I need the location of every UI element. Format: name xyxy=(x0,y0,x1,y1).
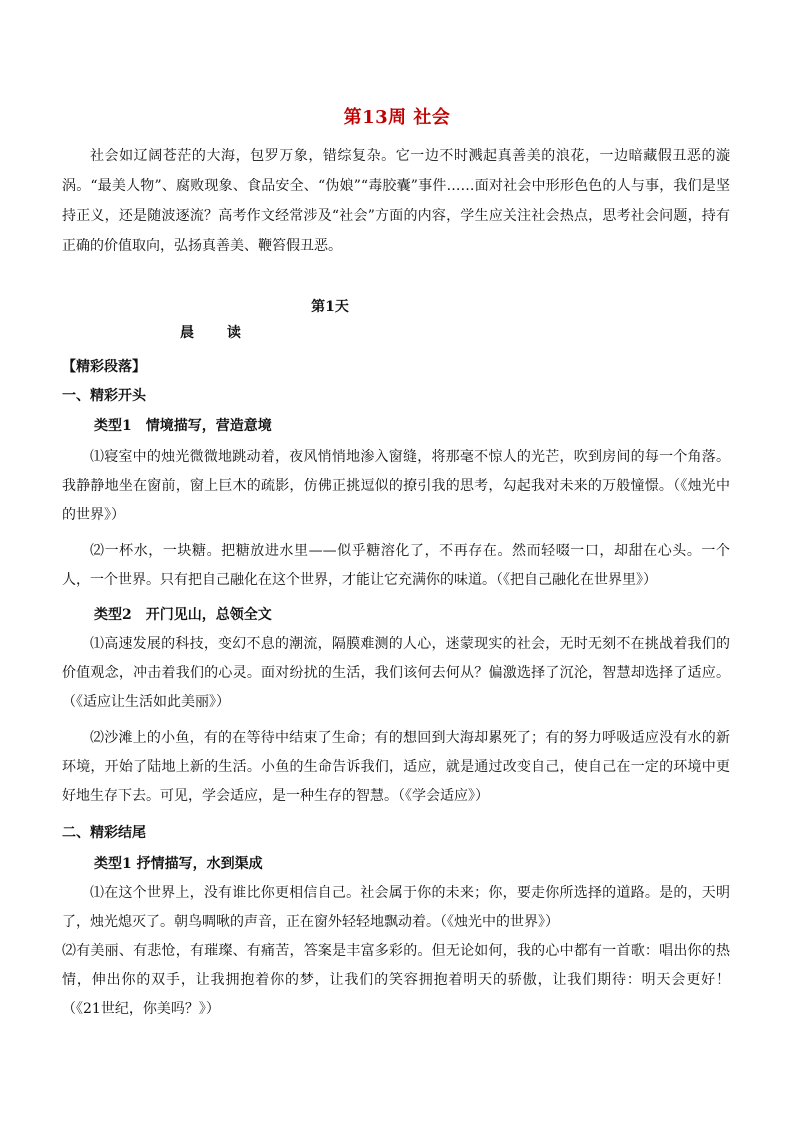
morning-reading-heading: 晨 读 xyxy=(180,325,255,341)
day-heading: 第1天 xyxy=(311,299,349,315)
part1-type1-label: 类型1 情境描写，营造意境 xyxy=(94,418,272,434)
intro-paragraph: 社会如辽阔苍茫的大海，包罗万象，错综复杂。它一边不时溅起真善美的浪花，一边暗藏假丑恶的漩涡。“最美人物”、腐败现象、食品安全、“伪娘”“毒胶囊”事件……面对社会中形形色色的人与事，我们是坚持正义，还是随波逐流？高考作文经常涉及“社会”方面的内容，学生应关注社会热点，思考社会问题，持有正确的价值取向，弘扬真善美、鞭笞假丑恶。 xyxy=(62,148,730,254)
part1-type2-paragraph-1: ⑴高速发展的科技，变幻不息的潮流，隔膜难测的人心，迷蒙现实的社会，无时无刻不在挑战着我们的价值观念，冲击着我们的心灵。面对纷扰的生活，我们该何去何从？偏激选择了沉沦，智慧却选择了适应。（《适应让生活如此美丽》） xyxy=(62,636,730,710)
page-title: 第13周 社会 xyxy=(343,107,451,128)
part2-type1-label: 类型1 抒情描写，水到渠成 xyxy=(94,856,263,872)
part1-type1-paragraph-2: ⑵一杯水，一块糖。把糖放进水里——似乎糖溶化了，不再存在。然而轻啜一口，却甜在心头。一个人，一个世界。只有把自己融化在这个世界，才能让它充满你的味道。（《把自己融化在世界里》） xyxy=(62,543,730,588)
part2-heading: 二、精彩结尾 xyxy=(62,825,146,841)
part1-type2-label: 类型2 开门见山，总领全文 xyxy=(94,607,272,623)
part2-type1-paragraph-1: ⑴在这个世界上，没有谁比你更相信自己。社会属于你的未来；你，要走你所选择的道路。是的，天明了，烛光熄灭了。朝鸟啁啾的声音，正在窗外轻轻地飘动着。（《烛光中的世界》） xyxy=(62,885,730,930)
part1-type1-paragraph-1: ⑴寝室中的烛光微微地跳动着，夜风悄悄地渗入窗缝，将那毫不惊人的光芒，吹到房间的每一个角落。我静静地坐在窗前，窗上巨木的疏影，仿佛正挑逗似的撩引我的思考，勾起我对未来的万般憧憬。（《烛光中的世界》） xyxy=(62,449,730,523)
section-label: 【精彩段落】 xyxy=(62,359,146,375)
part1-type2-paragraph-2: ⑵沙滩上的小鱼，有的在等待中结束了生命；有的想回到大海却累死了；有的努力呼吸适应没有水的新环境，开始了陆地上新的生活。小鱼的生命告诉我们，适应，就是通过改变自己，使自己在一定的环境中更好地生存下去。可见，学会适应，是一种生存的智慧。（《学会适应》） xyxy=(62,730,730,804)
part1-heading: 一、精彩开头 xyxy=(62,388,146,404)
part2-type1-paragraph-2: ⑵有美丽、有悲怆，有璀璨、有痛苦，答案是丰富多彩的。但无论如何，我的心中都有一首歌：唱出你的热情，伸出你的双手，让我拥抱着你的梦，让我们的笑容拥抱着明天的骄傲，让我们期待：明天会更好！（《21世纪，你美吗？》） xyxy=(62,943,730,1017)
